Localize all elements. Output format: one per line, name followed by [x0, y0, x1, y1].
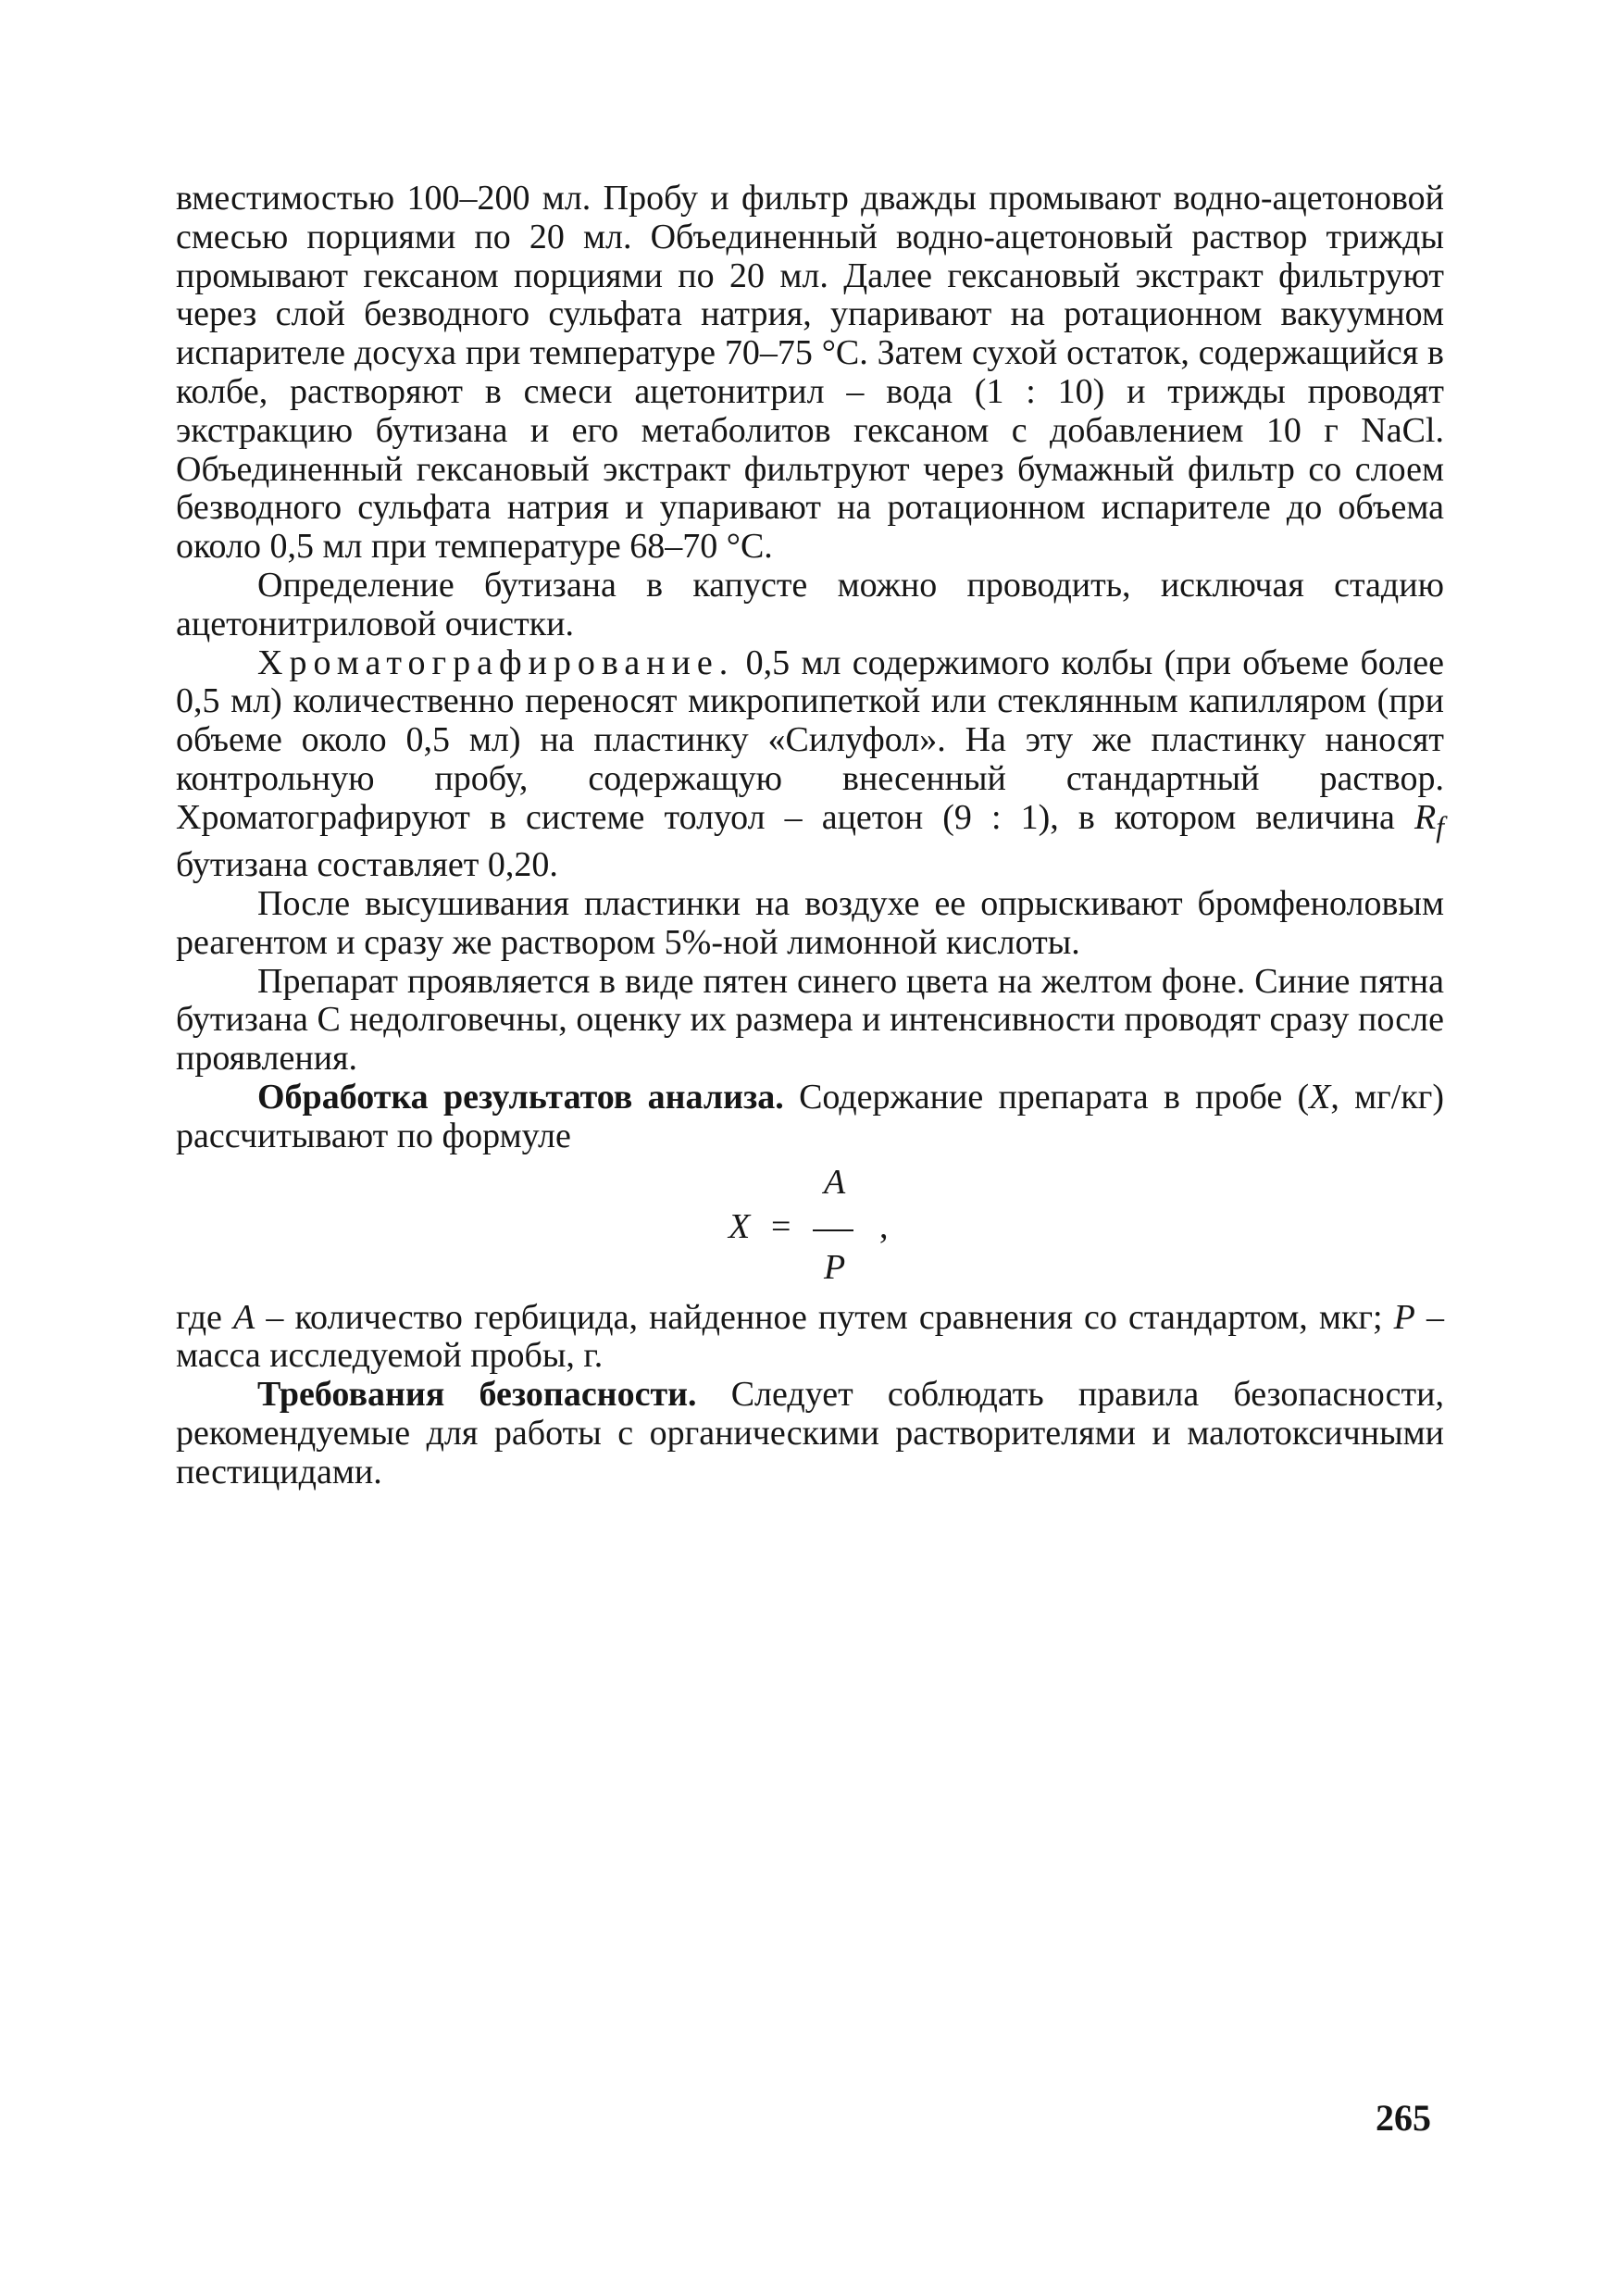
var-x: X	[1309, 1077, 1331, 1117]
results-text: Содержание препарата в пробе (	[783, 1077, 1310, 1117]
where-text: где	[176, 1297, 234, 1337]
var-a: A	[233, 1297, 255, 1337]
paragraph-cabbage-note: Определение бутизана в капусте можно проводить, исключая стадию ацетонитриловой очистки.	[176, 565, 1444, 643]
paragraph-drying: После высушивания пластинки на воздухе ее опрыскивают бромфеноловым реагентом и сразу же раствором 5%-ной лимонной кислоты.	[176, 883, 1444, 962]
results-text-end: , мг/кг) рассчитывают по формуле	[176, 1077, 1444, 1155]
formula-equals: =	[771, 1206, 791, 1246]
safety-text: Следует соблюдать правила безопасности, рекомендуемые для работы с органическими растворителями и малотоксичными пестицидами.	[176, 1375, 1444, 1491]
paragraph-spots: Препарат проявляется в виде пятен синего цвета на желтом фоне. Синие пятна бутизана С недолговечны, оценку их размера и интенсивности проводят сразу после проявления.	[176, 961, 1444, 1079]
chromatography-text: 0,5 мл содержимого колбы (при объеме более 0,5 мл) количественно переносят микропипеткой или стеклянным капилляром (при объеме около 0,5 мл) на пластинку «Силуфол». На эту же пластинку наносят контрольную пробу, содержащую внесенный стандартный раствор. Хроматографируют в системе толуол – ацетон (9 : 1), в котором величина	[176, 643, 1444, 837]
formula-numerator: A	[824, 1162, 846, 1202]
heading-results: Обработка результатов анализа.	[257, 1077, 784, 1117]
formula-comma: ,	[879, 1206, 889, 1246]
formula	[176, 1164, 1444, 1293]
page-body	[176, 180, 1444, 1492]
rf-symbol: R	[1414, 797, 1437, 837]
page-number: 265	[1376, 2097, 1431, 2139]
var-p: P	[1393, 1297, 1415, 1337]
where-p-text: – масса исследуемой пробы, г.	[176, 1297, 1445, 1376]
paragraph-extraction: вместимостью 100–200 мл. Пробу и фильтр дважды промывают водно-ацетоновой смесью порциями по 20 мл. Объединенный водно-ацетоновый раствор трижды промывают гексаном порциями по 20 мл. Далее гексановый экстракт фильтруют через слой безводного сульфата натрия, упаривают на ротационном вакуумном испарителе досуха при температуре 70–75 °С. Затем сухой остаток, содержащийся в колбе, растворяют в смеси ацетонитрил – вода (1 : 10) и трижды проводят экстракцию бутизана и его метаболитов гексаном с добавлением 10 г NaCl. Объединенный гексановый экстракт фильтруют через бумажный фильтр со слоем безводного сульфата натрия и упаривают на ротационном испарителе до объема около 0,5 мл при температуре 68–70 °С.	[176, 179, 1444, 567]
formula-lhs: X	[729, 1206, 751, 1246]
paragraph-results	[176, 1079, 1444, 1156]
paragraph-where	[176, 1299, 1444, 1377]
chromatography-text-end: бутизана составляет 0,20.	[176, 845, 558, 885]
formula-denominator: P	[824, 1247, 846, 1287]
paragraph-chromatography	[176, 644, 1444, 885]
heading-safety: Требования безопасности.	[257, 1375, 697, 1415]
paragraph-safety	[176, 1376, 1444, 1491]
formula-fraction-bar	[813, 1229, 853, 1231]
where-a-text: – количество гербицида, найденное путем сравнения со стандартом, мкг;	[255, 1297, 1394, 1337]
rf-subscript: f	[1436, 810, 1444, 843]
heading-chromatography: Хроматографирование.	[257, 643, 735, 682]
